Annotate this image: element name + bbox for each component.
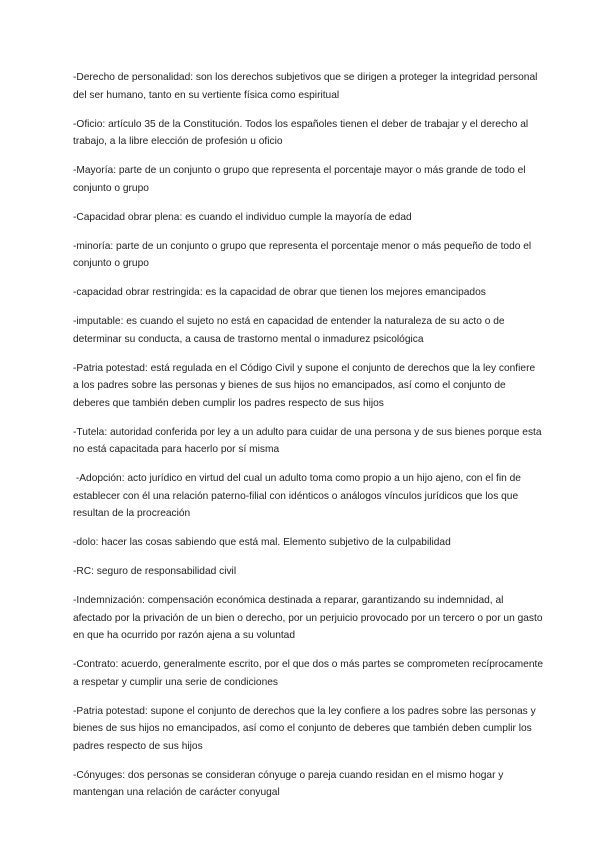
paragraph-conyuges: -Cónyuges: dos personas se consideran cónyuge o pareja cuando residan en el mismo hogar y mantengan una relación de carácter conyugal bbox=[73, 769, 507, 798]
paragraph-indemnizacion: -Indemnización: compensación económica destinada a reparar, garantizando su indemnidad, al afectado por la privación de un bien o derecho, por un perjuicio provocado por un tercero o por un gasto en que ha ocurrido por razón ajena a su voluntad bbox=[73, 595, 546, 641]
paragraph-contrato: -Contrato: acuerdo, generalmente escrito, por el que dos o más partes se comprometen recíprocamente a respetar y cumplir una serie de condiciones bbox=[73, 659, 546, 688]
paragraph-capacidad-obrar-restringida: -capacidad obrar restringida: es la capacidad de obrar que tienen los mejores emancipados bbox=[73, 287, 486, 298]
paragraph-patria-potestad-2: -Patria potestad: supone el conjunto de derechos que la ley confiere a los padres sobre las personas y bienes de sus hijos no emancipados, así como el conjunto de deberes que también deben cumplir los padres respecto de sus hijos bbox=[73, 705, 539, 752]
paragraph-rc: -RC: seguro de responsabilidad civil bbox=[73, 566, 237, 577]
paragraph-dolo: -dolo: hacer las cosas sabiendo que está mal. Elemento subjetivo de la culpabilidad bbox=[73, 537, 451, 548]
paragraph-patria-potestad-1: -Patria potestad: está regulada en el Código Civil y supone el conjunto de derechos que la ley confiere a los padres sobre las personas y bienes de sus hijos no emancipados, así como el conjunto de deberes que también deben cumplir los padres respecto de sus hijos bbox=[73, 362, 538, 409]
paragraph-derecho-personalidad: -Derecho de personalidad: son los derechos subjetivos que se dirigen a proteger la integridad personal del ser humano, tanto en su vertiente física como espiritual bbox=[73, 72, 541, 101]
paragraph-oficio: -Oficio: artículo 35 de la Constitución. Todos los españoles tienen el deber de trabajar y el derecho al trabajo, a la libre elección de profesión u oficio bbox=[73, 118, 531, 147]
paragraph-imputable: -imputable: es cuando el sujeto no está en capacidad de entender la naturaleza de su acto o de determinar su conducta, a causa de trastorno mental o inmadurez psicológica bbox=[73, 316, 508, 345]
document-body bbox=[73, 69, 546, 813]
paragraph-capacidad-obrar-plena: -Capacidad obrar plena: es cuando el individuo cumple la mayoría de edad bbox=[73, 211, 412, 223]
paragraph-adopcion: -Adopción: acto jurídico en virtud del cual un adulto toma como propio a un hijo ajeno, con el fin de establecer con él una relación paterno-filial con idénticos o análogos vínculos jurídicos que los que resultan de la procreación bbox=[73, 473, 524, 519]
paragraph-mayoria: -Mayoría: parte de un conjunto o grupo que representa el porcentaje mayor o más grande de todo el conjunto o grupo bbox=[73, 165, 529, 194]
paragraph-minoria: -minoría: parte de un conjunto o grupo que representa el porcentaje menor o más pequeño de todo el conjunto o grupo bbox=[73, 240, 535, 269]
paragraph-tutela: -Tutela: autoridad conferida por ley a un adulto para cuidar de una persona y de sus bienes porque esta no está capacitada para hacerlo por sí misma bbox=[73, 426, 545, 455]
